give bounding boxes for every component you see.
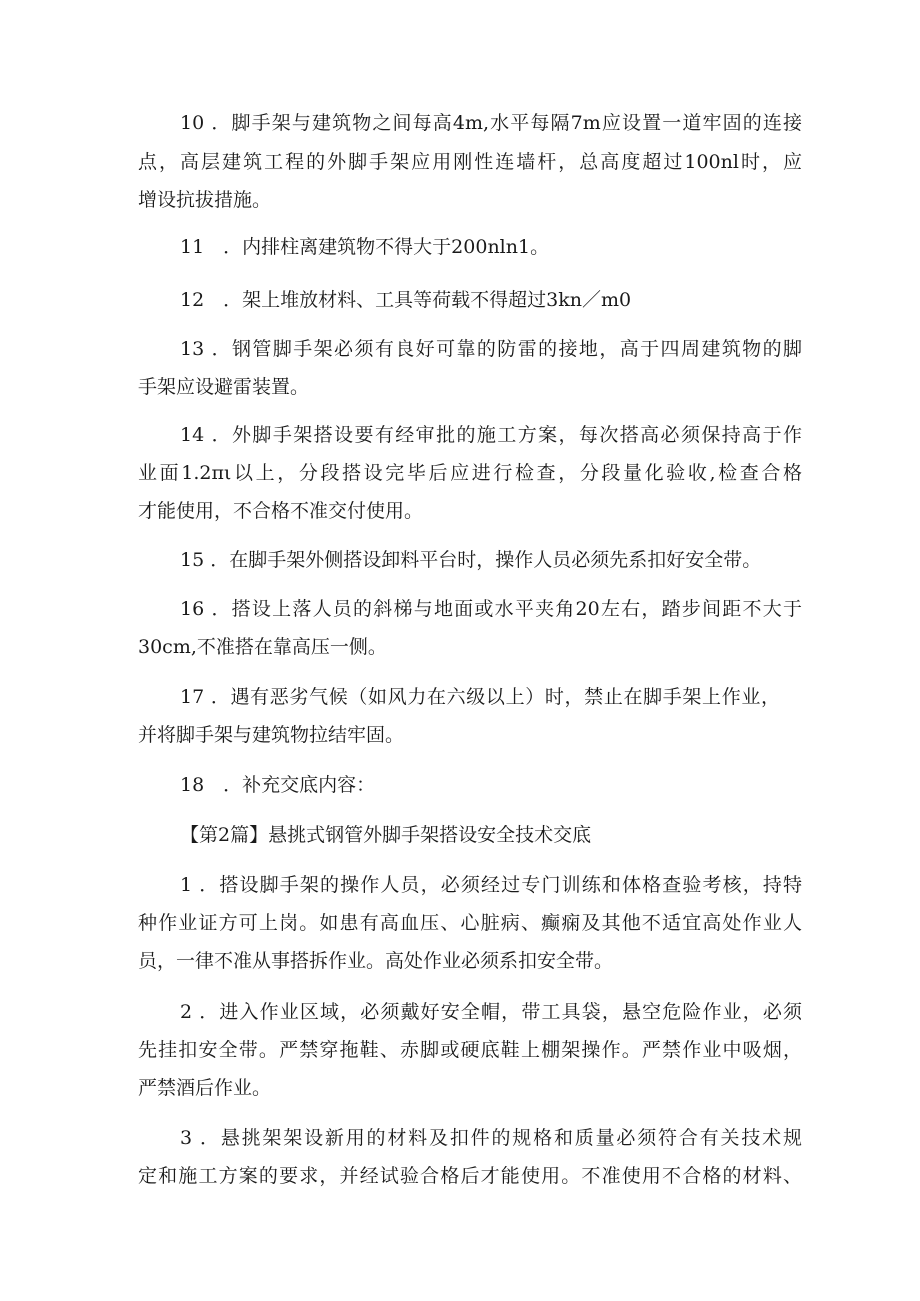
paragraph-line: 13 ．钢管脚手架必须有良好可靠的防雷的接地，高于四周建筑物的脚 (180, 338, 802, 360)
paragraph-line: 2 ．进入作业区域，必须戴好安全帽，带工具袋，悬空危险作业，必须 (180, 1001, 802, 1023)
paragraph-line: 12 ．架上堆放材料、工具等荷载不得超过3kn／m0 (180, 289, 632, 311)
paragraph-line: 增设抗拔措施。 (138, 189, 272, 211)
paragraph-line: 先挂扣安全带。严禁穿拖鞋、赤脚或硬底鞋上棚架操作。严禁作业中吸烟， (138, 1039, 802, 1061)
paragraph-line: 并将脚手架与建筑物拉结牢固。 (138, 724, 405, 746)
paragraph-line: 16 ．搭设上落人员的斜梯与地面或水平夹角20左右，踏步间距不大于 (180, 598, 802, 620)
paragraph-line: 种作业证方可上岗。如患有高血压、心脏病、癫痫及其他不适宜高处作业人 (138, 912, 802, 934)
paragraph-line: 业面1.2πι以上，分段搭设完毕后应进行检查，分段量化验收,检查合格 (138, 462, 802, 484)
paragraph-line: 3 ．悬挑架架设新用的材料及扣件的规格和质量必须符合有关技术规 (180, 1127, 802, 1149)
paragraph-line: 手架应设避雷装置。 (138, 376, 310, 398)
paragraph-line: 10 ．脚手架与建筑物之间每高4m,水平每隔7m应设置一道牢固的连接 (180, 112, 802, 134)
paragraph-line: 18 ．补充交底内容： (180, 774, 376, 796)
paragraph-line: 严禁酒后作业。 (138, 1077, 272, 1099)
paragraph-line: 30cm,不准搭在靠高压一侧。 (138, 636, 387, 658)
paragraph-line: 14 ．外脚手架搭设要有经审批的施工方案，每次搭高必须保持高于作 (180, 424, 802, 446)
paragraph-line: 15 ．在脚手架外侧搭设卸料平台时，操作人员必须先系扣好安全带。 (180, 549, 762, 571)
paragraph-line: 才能使用，不合格不准交付使用。 (138, 500, 424, 522)
section-heading: 【第2篇】悬挑式钢管外脚手架搭设安全技术交底 (180, 824, 592, 846)
paragraph-line: 17 ．遇有恶劣气候（如风力在六级以上）时，禁止在脚手架上作业， (180, 686, 780, 708)
paragraph-line: 1 ．搭设脚手架的操作人员，必须经过专门训练和体格查验考核，持特 (180, 874, 802, 896)
paragraph-line: 点，高层建筑工程的外脚手架应用刚性连墙杆，总高度超过100nl时，应 (138, 151, 802, 173)
paragraph-line: 11 ．内排柱离建筑物不得大于200nln1。 (180, 236, 550, 258)
paragraph-line: 员，一律不准从事搭拆作业。高处作业必须系扣安全带。 (138, 950, 614, 972)
paragraph-line: 定和施工方案的要求，并经试验合格后才能使用。不准使用不合格的材料、 (138, 1165, 802, 1187)
